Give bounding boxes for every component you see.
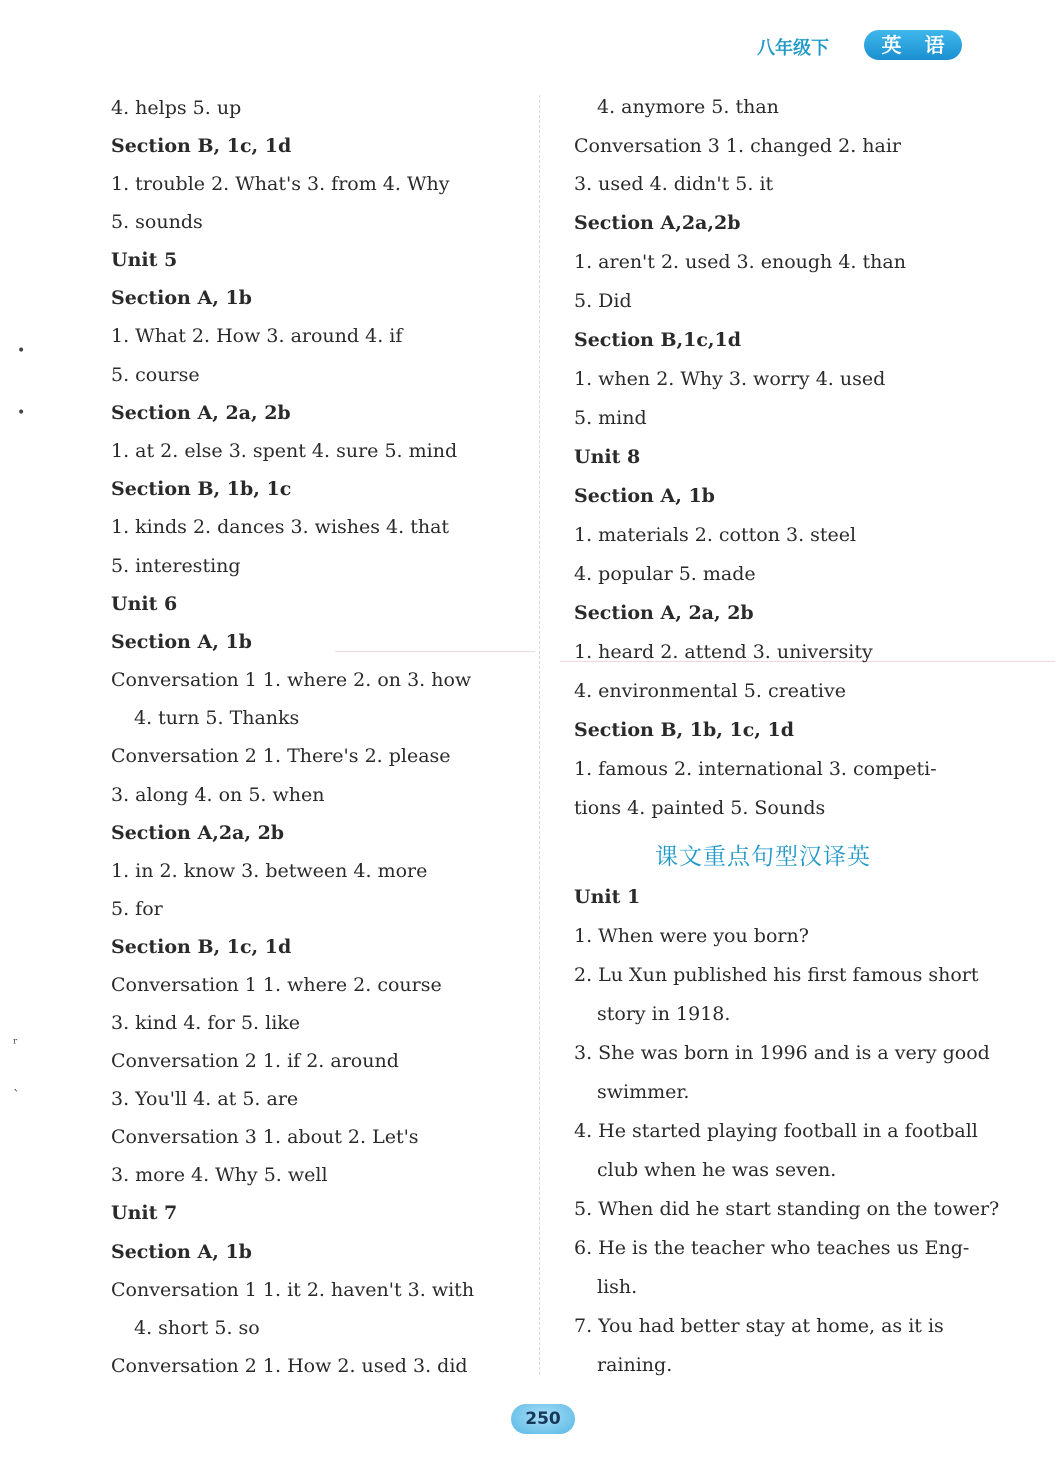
answer-line: 4. anymore 5. than	[597, 96, 779, 118]
answer-line: Conversation 3 1. changed 2. hair	[574, 135, 902, 157]
answer-line: 3. along 4. on 5. when	[111, 784, 325, 806]
answer-line: 1. trouble 2. What's 3. from 4. Why	[111, 173, 450, 195]
answer-line: 1. famous 2. international 3. competi-	[574, 758, 937, 780]
section-title: Section A, 1b	[574, 485, 715, 507]
answer-line: 3. used 4. didn't 5. it	[574, 173, 774, 195]
scan-line	[335, 651, 535, 652]
column-divider	[539, 95, 540, 1375]
translation-line: 7. You had better stay at home, as it is	[574, 1315, 944, 1337]
answer-line: 1. when 2. Why 3. worry 4. used	[574, 368, 886, 390]
translation-line: 2. Lu Xun published his first famous short	[574, 964, 979, 986]
answer-line: 3. You'll 4. at 5. are	[111, 1088, 299, 1110]
section-title: Section A,2a,2b	[574, 212, 741, 234]
answer-line: 5. Did	[574, 290, 632, 312]
answer-line: 1. kinds 2. dances 3. wishes 4. that	[111, 516, 450, 538]
answer-line: 4. environmental 5. creative	[574, 680, 846, 702]
unit-title: Unit 5	[111, 249, 178, 271]
translation-line: 3. She was born in 1996 and is a very good	[574, 1042, 990, 1064]
section-title: Section B, 1c, 1d	[111, 936, 292, 958]
section-title: Section A, 1b	[111, 1241, 252, 1263]
section-title: Section A, 1b	[111, 631, 252, 653]
subject-badge: 英 语	[864, 30, 962, 60]
answer-line: 5. for	[111, 898, 163, 920]
translation-line: lish.	[597, 1276, 638, 1298]
section-title: Section B, 1b, 1c, 1d	[574, 719, 795, 741]
answer-line: 1. heard 2. attend 3. university	[574, 641, 873, 663]
grade-label: 八年级下	[757, 38, 829, 59]
section-title: Section B, 1c, 1d	[111, 135, 292, 157]
section-title: Section B,1c,1d	[574, 329, 742, 351]
answer-line: 1. What 2. How 3. around 4. if	[111, 325, 403, 347]
translation-line: raining.	[597, 1354, 673, 1376]
section-title: Section A, 2a, 2b	[574, 602, 754, 624]
margin-mark: ˋ	[13, 1088, 20, 1104]
margin-mark: ʳ	[13, 1036, 18, 1052]
translation-line: story in 1918.	[597, 1003, 731, 1025]
unit-title: Unit 6	[111, 593, 178, 615]
answer-line: Conversation 1 1. where 2. course	[111, 974, 442, 996]
margin-mark: •	[17, 343, 26, 359]
page-number: 250	[511, 1404, 575, 1434]
answer-line: Conversation 2 1. if 2. around	[111, 1050, 399, 1072]
answer-line: 1. in 2. know 3. between 4. more	[111, 860, 428, 882]
answer-line: 3. more 4. Why 5. well	[111, 1164, 328, 1186]
answer-line: 5. course	[111, 364, 200, 386]
translation-line: 6. He is the teacher who teaches us Eng-	[574, 1237, 970, 1259]
answer-line: Conversation 1 1. where 2. on 3. how	[111, 669, 472, 691]
answer-line: tions 4. painted 5. Sounds	[574, 797, 826, 819]
unit-title: Unit 8	[574, 446, 641, 468]
answer-line: 5. interesting	[111, 555, 241, 577]
answer-line: 4. helps 5. up	[111, 97, 242, 119]
unit-title: Unit 7	[111, 1202, 178, 1224]
answer-line: 4. popular 5. made	[574, 563, 756, 585]
unit-title: Unit 1	[574, 886, 641, 908]
section-title: Section A,2a, 2b	[111, 822, 285, 844]
answer-line: Conversation 1 1. it 2. haven't 3. with	[111, 1279, 475, 1301]
answer-line: 5. mind	[574, 407, 647, 429]
margin-mark: •	[17, 405, 26, 421]
translation-line: club when he was seven.	[597, 1159, 837, 1181]
answer-line: Conversation 2 1. How 2. used 3. did	[111, 1355, 468, 1377]
translation-line: 1. When were you born?	[574, 925, 809, 947]
answer-line: 5. sounds	[111, 211, 203, 233]
answer-line: 3. kind 4. for 5. like	[111, 1012, 301, 1034]
section-title: Section B, 1b, 1c	[111, 478, 292, 500]
translation-line: 4. He started playing football in a football	[574, 1120, 978, 1142]
section-heading: 课文重点句型汉译英	[655, 844, 871, 870]
answer-line: 1. materials 2. cotton 3. steel	[574, 524, 857, 546]
answer-line: Conversation 3 1. about 2. Let's	[111, 1126, 419, 1148]
translation-line: swimmer.	[597, 1081, 690, 1103]
answer-line: 4. short 5. so	[134, 1317, 260, 1339]
section-title: Section A, 2a, 2b	[111, 402, 291, 424]
answer-line: Conversation 2 1. There's 2. please	[111, 745, 451, 767]
section-title: Section A, 1b	[111, 287, 252, 309]
answer-line: 4. turn 5. Thanks	[134, 707, 300, 729]
translation-line: 5. When did he start standing on the tower?	[574, 1198, 1000, 1220]
answer-line: 1. aren't 2. used 3. enough 4. than	[574, 251, 906, 273]
answer-line: 1. at 2. else 3. spent 4. sure 5. mind	[111, 440, 458, 462]
